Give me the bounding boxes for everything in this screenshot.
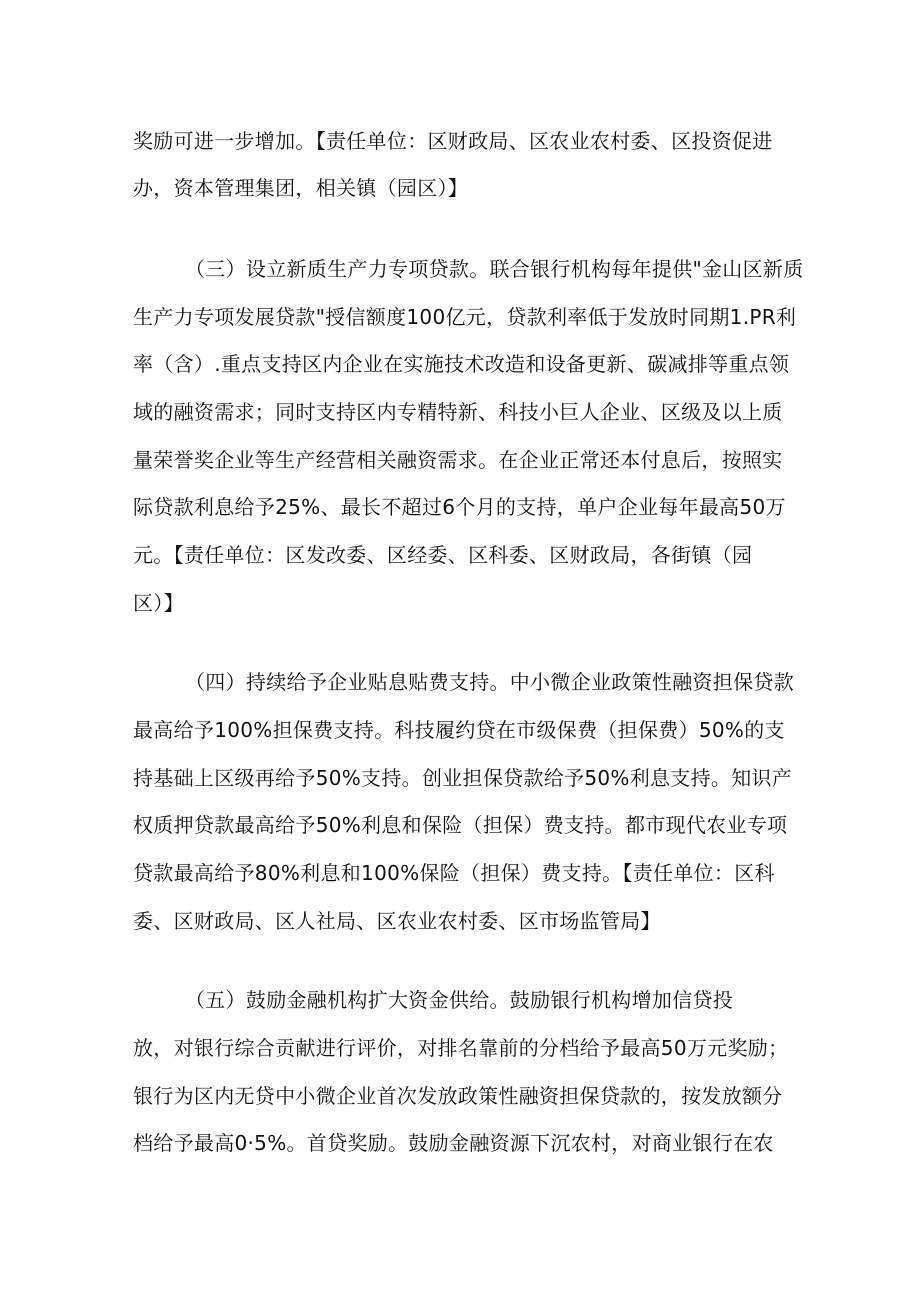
paragraph-4-line-4: 档给予最高0·5%。首贷奖励。鼓励金融资源下沉农村，对商业银行在农 <box>133 1131 774 1155</box>
paragraph-2-line-7: 元。【责任单位：区发改委、区经委、区科委、区财政局，各街镇（园 <box>133 543 753 567</box>
paragraph-2-line-1: （三）设立新质生产力专项贷款。联合银行机构每年提供"金山区新质 <box>185 257 804 281</box>
paragraph-3-line-6: 委、区财政局、区人社局、区农业农村委、区市场监管局】 <box>133 909 661 933</box>
paragraph-4-line-2: 放，对银行综合贡献进行评价，对排名靠前的分档给予最高50万元奖励； <box>133 1036 789 1060</box>
paragraph-3-line-2: 最高给予100%担保费支持。科技履约贷在市级保费（担保费）50%的支 <box>133 718 785 742</box>
paragraph-2-line-4: 域的融资需求；同时支持区内专精特新、科技小巨人企业、区级及以上质 <box>133 400 783 424</box>
paragraph-4-line-3: 银行为区内无贷中小微企业首次发放政策性融资担保贷款的，按发放额分 <box>133 1084 783 1108</box>
paragraph-2-line-6: 际贷款利息给予25%、最长不超过6个月的支持，单户企业每年最高50万 <box>133 495 786 519</box>
paragraph-2-line-5: 量荣誉奖企业等生产经营相关融资需求。在企业正常还本付息后，按照实 <box>133 448 783 472</box>
paragraph-3-line-3: 持基础上区级再给予50%支持。创业担保贷款给予50%利息支持。知识产 <box>133 766 793 790</box>
paragraph-3-line-5: 贷款最高给予80%利息和100%保险（担保）费支持。【责任单位：区科 <box>133 861 775 885</box>
paragraph-4-line-1: （五）鼓励金融机构扩大资金供给。鼓励银行机构增加信贷投 <box>185 988 734 1012</box>
paragraph-3-line-4: 权质押贷款最高给予50%利息和保险（担保）费支持。都市现代农业专项 <box>133 813 788 837</box>
paragraph-2-line-3: 率（含）.重点支持区内企业在实施技术改造和设备更新、碳减排等重点领 <box>133 352 790 376</box>
paragraph-1-line-2: 办，资本管理集团，相关镇（园区）】 <box>133 176 469 200</box>
paragraph-2-line-2: 生产力专项发展贷款"授信额度100亿元，贷款利率低于发放时同期1.PR利 <box>133 305 797 329</box>
paragraph-1-line-1: 奖励可进一步增加。【责任单位：区财政局、区农业农村委、区投资促进 <box>133 129 773 153</box>
paragraph-3-line-1: （四）持续给予企业贴息贴费支持。中小微企业政策性融资担保贷款 <box>185 670 794 694</box>
paragraph-2-line-8: 区）】 <box>133 591 184 615</box>
